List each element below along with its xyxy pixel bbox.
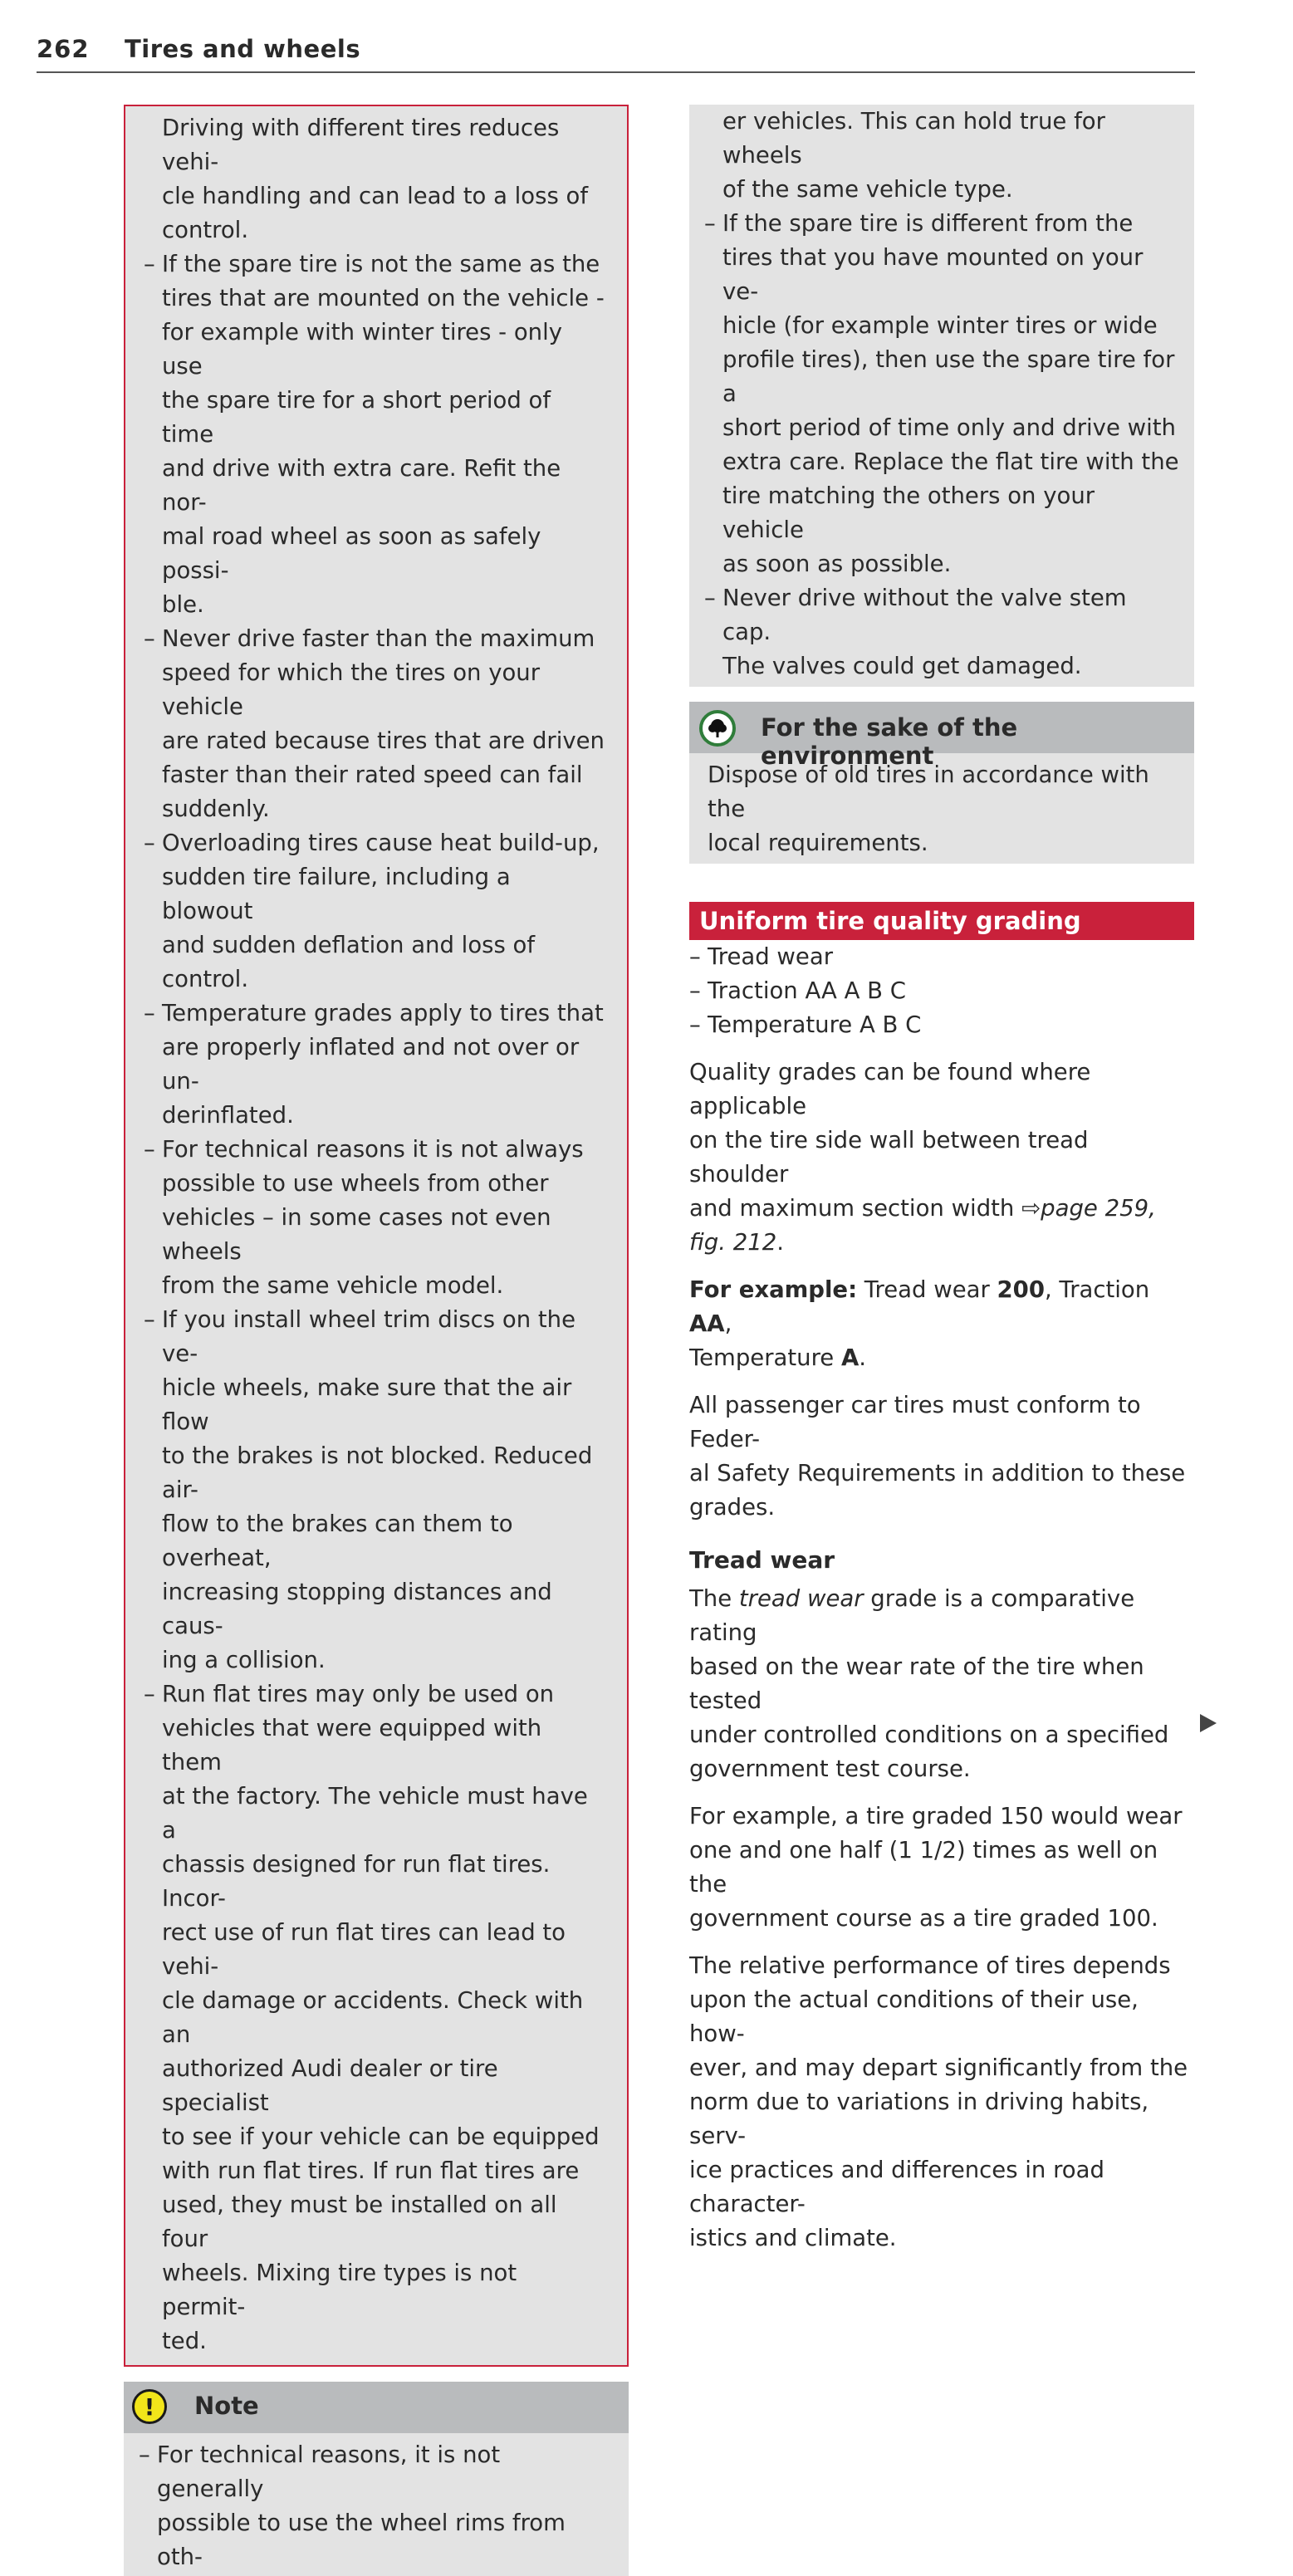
text-line: local requirements.: [708, 830, 928, 856]
text-line: possible to use the wheel rims from oth-: [157, 2510, 566, 2570]
text-line: norm due to variations in driving habits, serv-: [689, 2089, 1149, 2149]
text-line: sudden tire failure, including a blowout: [162, 864, 511, 924]
text-line: The relative performance of tires depends: [689, 1952, 1171, 1979]
tree-icon: [699, 710, 736, 747]
environment-title: For the sake of the environment: [761, 713, 1018, 770]
list-item: [144, 1303, 607, 1677]
emphasis: tread wear: [738, 1585, 864, 1612]
page-reference-link[interactable]: page 259,: [1041, 1195, 1156, 1222]
text-line: at the factory. The vehicle must have a: [162, 1783, 588, 1844]
subheading-tread-wear: Tread wear: [689, 1546, 835, 1574]
reference-arrow-icon: ⇨: [1021, 1195, 1041, 1222]
text-line: from the same vehicle model.: [162, 1272, 504, 1299]
text-line: one and one half (1 1/2) times as well on the: [689, 1837, 1158, 1898]
exclamation-icon: !: [132, 2389, 167, 2424]
text-line: ice practices and differences in road character-: [689, 2157, 1104, 2217]
list-item: [144, 622, 607, 826]
page-number: 262: [37, 35, 90, 63]
text-line: [689, 1582, 1194, 1650]
text-line: tires that you have mounted on your ve-: [722, 244, 1144, 305]
text-line: control.: [162, 217, 249, 243]
text-line: ever, and may depart significantly from the: [689, 2054, 1188, 2081]
text-line: possible to use wheels from other: [162, 1170, 549, 1197]
text-line: chassis designed for run flat tires. Incor-: [162, 1851, 551, 1912]
note-box: [124, 2382, 629, 2576]
text-line: vehicles – in some cases not even wheels: [162, 1204, 551, 1265]
next-page-arrow-icon[interactable]: [1200, 1714, 1217, 1732]
warning-list: [144, 247, 607, 2358]
page-header: [37, 33, 1195, 73]
list-item: – Traction AA A B C: [689, 974, 1194, 1008]
grade-list: [689, 940, 1194, 1042]
text-line: and sudden deflation and loss of control.: [162, 932, 536, 992]
text-line: – For technical reasons, it is not generally: [157, 2441, 501, 2502]
list-item: – Temperature A B C: [689, 1008, 1194, 1042]
text-run: Temperature: [689, 1344, 841, 1371]
text-line: – If the spare tire is not the same as the: [162, 251, 600, 277]
text-run: .: [776, 1229, 784, 1256]
text-line: ted.: [162, 2328, 207, 2354]
text-line: vehicles that were equipped with them: [162, 1715, 542, 1775]
list-item: [144, 247, 607, 622]
text-line: Quality grades can be found where applicable: [689, 1059, 1091, 1119]
left-column: [124, 105, 629, 2576]
text-line: – If you install wheel trim discs on the ve-: [162, 1306, 575, 1367]
note-list: [139, 2438, 604, 2574]
text-line: – If the spare tire is different from the: [722, 210, 1134, 237]
text-run: The: [689, 1585, 739, 1612]
note-continued-list: [704, 207, 1179, 683]
text-line: derinflated.: [162, 1102, 294, 1129]
text-line: on the tire side wall between tread shoulder: [689, 1127, 1089, 1188]
note-header: [124, 2382, 629, 2433]
text-line: to see if your vehicle can be equipped: [162, 2123, 600, 2150]
text-line: speed for which the tires on your vehicle: [162, 659, 541, 720]
text-line: [689, 1341, 1194, 1375]
section-heading: Uniform tire quality grading: [689, 902, 1194, 940]
text-line: al Safety Requirements in addition to these: [689, 1460, 1186, 1486]
text-line: – Overloading tires cause heat build-up,: [162, 830, 600, 856]
text-line: upon the actual conditions of their use, how-: [689, 1986, 1139, 2047]
text-line: – Never drive without the valve stem cap.: [722, 585, 1127, 645]
paragraph-example: [689, 1273, 1194, 1375]
text-line: extra care. Replace the flat tire with the: [722, 448, 1179, 475]
text-line: under controlled conditions on a specified: [689, 1721, 1169, 1748]
text-line: government course as a tire graded 100.: [689, 1905, 1158, 1932]
list-item: [144, 1677, 607, 2358]
note-body: [124, 2433, 629, 2576]
text-line: government test course.: [689, 1756, 971, 1782]
paragraph-performance: [689, 1949, 1194, 2255]
right-column: [689, 105, 1194, 2255]
text-line: cle handling and can lead to a loss of: [162, 183, 589, 209]
text-line: grades.: [689, 1494, 776, 1521]
text-line: cle damage or accidents. Check with an: [162, 1987, 584, 2048]
text-line: Driving with different tires reduces vehi-: [162, 115, 560, 175]
text-line: [689, 1192, 1194, 1226]
list-item: [144, 1133, 607, 1303]
text-line: [689, 1273, 1194, 1341]
paragraph-tread-wear: [689, 1582, 1194, 1786]
note-continued: [689, 105, 1194, 687]
text-line: as soon as possible.: [722, 551, 952, 577]
chapter-title: Tires and wheels: [125, 35, 361, 63]
text-line: hicle (for example winter tires or wide: [722, 312, 1158, 339]
figure-reference-link[interactable]: fig. 212: [689, 1229, 777, 1256]
text-run: Tread wear: [857, 1276, 997, 1303]
text-line: – Never drive faster than the maximum: [162, 625, 595, 652]
text-line: ing a collision.: [162, 1647, 326, 1673]
traction-value: AA: [689, 1310, 725, 1337]
example-label: For example:: [689, 1276, 858, 1303]
text-line: For example, a tire graded 150 would wear: [689, 1803, 1183, 1829]
text-line: tire matching the others on your vehicle: [722, 482, 1095, 543]
text-line: used, they must be installed on all four: [162, 2192, 557, 2252]
list-item: [704, 207, 1179, 581]
list-item: [139, 2438, 604, 2574]
warning-intro: [144, 111, 607, 247]
text-run: ,: [724, 1310, 732, 1337]
environment-header: [689, 702, 1194, 770]
text-line: The valves could get damaged.: [722, 653, 1082, 679]
text-line: hicle wheels, make sure that the air flow: [162, 1374, 572, 1435]
text-line: faster than their rated speed can fail: [162, 762, 583, 788]
text-line: Dispose of old tires in accordance with the: [708, 762, 1149, 822]
text-line: ble.: [162, 591, 204, 618]
text-line: tires that are mounted on the vehicle -: [162, 285, 605, 311]
text-line: suddenly.: [162, 796, 270, 822]
text-line: increasing stopping distances and caus-: [162, 1579, 552, 1639]
text-line: with run flat tires. If run flat tires are: [162, 2157, 580, 2184]
list-item: – Tread wear: [689, 940, 1194, 974]
text-line: to the brakes is not blocked. Reduced air-: [162, 1442, 593, 1503]
text-line: short period of time only and drive with: [722, 414, 1176, 441]
text-run: and maximum section width: [689, 1195, 1022, 1222]
text-line: wheels. Mixing tire types is not permit-: [162, 2260, 517, 2320]
text-run: grade is a comparative rating: [689, 1585, 1135, 1646]
text-run: .: [859, 1344, 866, 1371]
text-line: for example with winter tires - only use: [162, 319, 563, 380]
text-line: – Temperature grades apply to tires that: [162, 1000, 604, 1026]
text-line: authorized Audi dealer or tire specialist: [162, 2055, 498, 2116]
text-line: and drive with extra care. Refit the nor-: [162, 455, 561, 516]
temperature-value: A: [840, 1344, 860, 1371]
warning-box: [124, 105, 629, 2367]
paragraph-federal: [689, 1388, 1194, 1525]
list-item: [144, 997, 607, 1133]
text-line: are properly inflated and not over or un-: [162, 1034, 580, 1095]
text-line: – For technical reasons it is not always: [162, 1136, 584, 1163]
text-line: – Run flat tires may only be used on: [162, 1681, 555, 1707]
text-line: All passenger car tires must conform to Feder-: [689, 1392, 1141, 1452]
tread-wear-value: 200: [997, 1276, 1045, 1303]
text-line: er vehicles. This can hold true for wheels: [722, 108, 1105, 169]
note-title: Note: [194, 2392, 259, 2420]
text-line: are rated because tires that are driven: [162, 727, 605, 754]
text-line: of the same vehicle type.: [722, 176, 1013, 203]
paragraph-location: [689, 1055, 1194, 1260]
text-line: mal road wheel as soon as safely possi-: [162, 523, 541, 584]
text-line: [689, 1226, 1194, 1260]
paragraph-example-grade: [689, 1800, 1194, 1936]
note-continued-lead: [704, 105, 1179, 207]
text-line: istics and climate.: [689, 2225, 897, 2251]
text-line: flow to the brakes can them to overheat,: [162, 1511, 513, 1571]
list-item: [704, 581, 1179, 683]
text-run: , Traction: [1044, 1276, 1150, 1303]
list-item: [144, 826, 607, 997]
text-line: profile tires), then use the spare tire for a: [722, 346, 1175, 407]
text-line: the spare tire for a short period of time: [162, 387, 551, 448]
text-line: based on the wear rate of the tire when tested: [689, 1653, 1144, 1714]
environment-box: [689, 702, 1194, 864]
text-line: rect use of run flat tires can lead to vehi-: [162, 1919, 566, 1980]
